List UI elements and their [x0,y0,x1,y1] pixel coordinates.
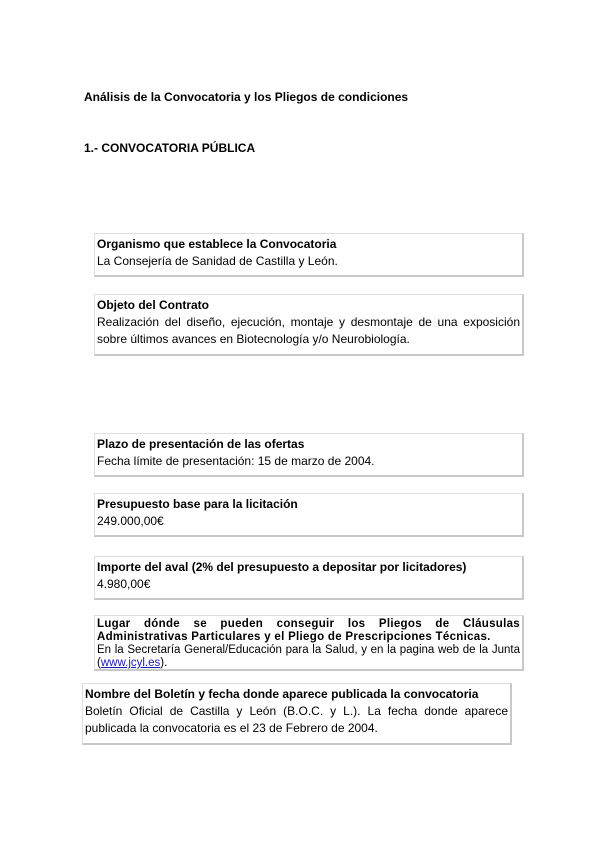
lugar-box [94,615,524,671]
lugar-text: En la Secretaría General/Educación para la Salud, y en la pagina web de la Junta ( [97,644,520,669]
presupuesto-text: 249.000,00€ [97,514,164,528]
organismo-box [94,233,524,277]
aval-label: Importe del aval (2% del presupuesto a depositar por licitadores) [97,560,467,574]
objeto-box [94,294,524,356]
presupuesto-label: Presupuesto base para la licitación [97,497,298,511]
section-heading: 1.- CONVOCATORIA PÚBLICA [84,141,256,155]
boletin-text: Boletín Oficial de Castilla y León (B.O.C. y L.). La fecha donde aparece publicada la convocatoria es el 23 de Febrero de 2004. [85,704,508,735]
objeto-text: Realización del diseño, ejecución, montaje y desmontaje de una exposición sobre últimos avances en Biotecnología y/o Neurobiología. [97,315,520,346]
boletin-label: Nombre del Boletín y fecha donde aparece publicada la convocatoria [85,687,479,701]
jcyl-link[interactable]: www.jcyl.es [100,657,161,669]
plazo-box [94,433,524,477]
objeto-label: Objeto del Contrato [97,298,209,312]
lugar-text-end: ). [160,657,168,669]
aval-box [94,556,524,600]
page-title: Análisis de la Convocatoria y los Pliegos de condiciones [84,90,409,104]
aval-text: 4.980,00€ [97,577,151,591]
plazo-label: Plazo de presentación de las ofertas [97,437,305,451]
lugar-label: Lugar dónde se pueden conseguir los Pliegos de Cláusulas Administrativas Particulares y el Pliego de Prescripciones Técnicas. [97,618,520,643]
plazo-text: Fecha límite de presentación: 15 de marzo de 2004. [97,454,375,468]
organismo-label: Organismo que establece la Convocatoria [97,237,337,251]
presupuesto-box [94,493,524,537]
lugar-text-wrapper [97,644,520,670]
boletin-box [82,683,512,745]
organismo-text: La Consejería de Sanidad de Castilla y León. [97,254,338,268]
